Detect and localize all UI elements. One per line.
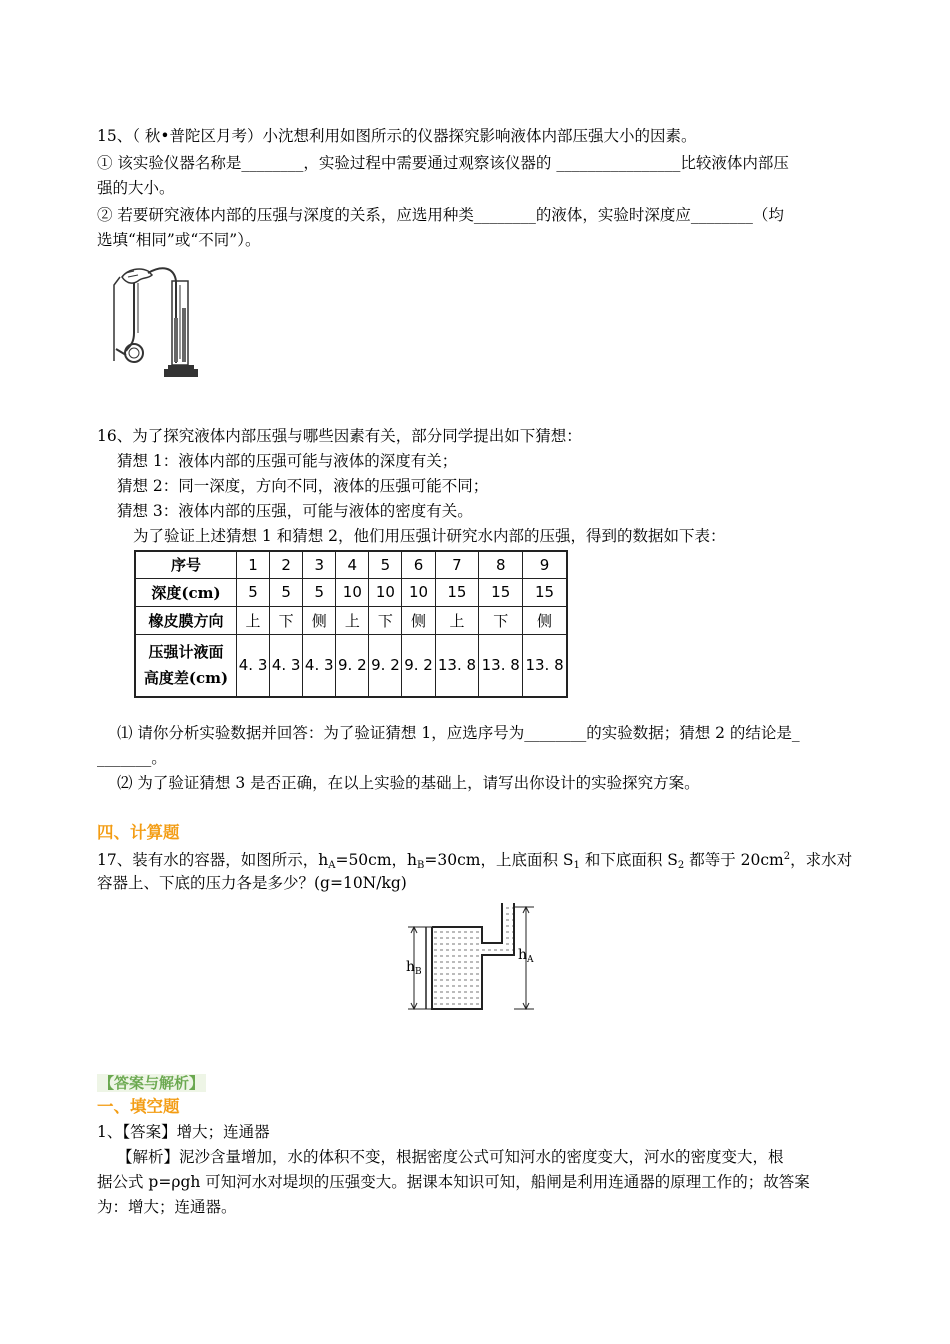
table-cell: 6: [402, 551, 435, 578]
q17-sub-b: B: [417, 860, 425, 871]
table-cell: 13. 8: [523, 634, 567, 697]
answer-header-text: 【答案与解析】: [99, 1074, 205, 1092]
q15-line3: 强的大小。: [97, 179, 175, 197]
label-hA: $h_A$: [518, 947, 534, 965]
q16-guess3: 猜想 3：液体内部的压强，可能与液体的密度有关。: [117, 502, 473, 520]
table-cell: 8: [479, 551, 523, 578]
q17-sup-2: 2: [783, 851, 791, 862]
table-cell: 4. 3: [303, 634, 336, 697]
pressure-gauge-figure: [112, 263, 202, 381]
table-cell: 3: [303, 551, 336, 578]
answer1-line1: 1、【答案】增大；连通器: [97, 1123, 270, 1141]
table-cell: 15: [479, 578, 523, 606]
table-cell: 9. 2: [336, 634, 369, 697]
table-cell: 15: [435, 578, 479, 606]
q15-line5: 选填“相同”或“不同”）。: [97, 231, 261, 249]
q17-text: =50cm，h: [335, 851, 418, 869]
table-cell: 下: [270, 606, 303, 634]
table-cell: 4. 3: [237, 634, 270, 697]
q16-sub2: ⑵ 为了验证猜想 3 是否正确，在以上实验的基础上，请写出你设计的实验探究方案。: [117, 774, 700, 792]
table-cell: 5: [270, 578, 303, 606]
table-cell: 9: [523, 551, 567, 578]
table-cell: 1: [237, 551, 270, 578]
table-cell: 10: [336, 578, 369, 606]
table-cell: 4: [336, 551, 369, 578]
table-header-height-diff: [135, 634, 237, 697]
table-cell: 7: [435, 551, 479, 578]
table-cell: 13. 8: [435, 634, 479, 697]
answer-header: [97, 1073, 206, 1093]
table-header-depth: 深度(cm): [135, 578, 237, 606]
q17-text: =30cm，上底面积 S: [424, 851, 574, 869]
answer1-line3: 据公式 p=ρgh 可知河水对堤坝的压强变大。据课本知识可知，船闸是利用连通器的原理工作的；故答案: [97, 1173, 810, 1191]
table-row: [135, 551, 567, 578]
table-cell: 10: [369, 578, 402, 606]
data-table: [134, 550, 568, 698]
table-cell: 13. 8: [479, 634, 523, 697]
table-cell: 4. 3: [270, 634, 303, 697]
table-cell: 上: [435, 606, 479, 634]
table-cell: 2: [270, 551, 303, 578]
q17-sub-a: A: [328, 860, 336, 871]
table-cell: 侧: [402, 606, 435, 634]
q16-sub1-a: ⑴ 请你分析实验数据并回答：为了验证猜想 1，应选序号为________的实验数据；猜想 2 的结论是_: [117, 724, 800, 742]
table-cell: 15: [523, 578, 567, 606]
table-cell: 9. 2: [402, 634, 435, 697]
table-row: [135, 634, 567, 697]
table-header-direction: 橡皮膜方向: [135, 606, 237, 634]
table-cell: 下: [369, 606, 402, 634]
q16-line1: 16、为了探究液体内部压强与哪些因素有关，部分同学提出如下猜想：: [97, 427, 582, 445]
q17-sub-2: 2: [677, 860, 685, 871]
q16-guess1: 猜想 1：液体内部的压强可能与液体的深度有关；: [117, 452, 458, 470]
table-header-number: 序号: [135, 551, 237, 578]
q15-line1: 15、（ 秋•普陀区月考）小沈想利用如图所示的仪器探究影响液体内部压强大小的因素。: [97, 127, 697, 145]
table-cell: 上: [237, 606, 270, 634]
q15-line2: ① 该实验仪器名称是________，实验过程中需要通过观察该仪器的 ________________比较液体内部压: [97, 154, 789, 172]
q17-line2: 容器上、下底的压力各是多少？(g=10N/kg): [97, 874, 407, 892]
q17-text: 都等于 20cm: [684, 851, 784, 869]
table-cell: 10: [402, 578, 435, 606]
q17-text: 17、装有水的容器，如图所示，h: [97, 851, 329, 869]
table-cell: 上: [336, 606, 369, 634]
table-cell: 5: [369, 551, 402, 578]
table-cell: 5: [237, 578, 270, 606]
section-heading-fill: 一、填空题: [97, 1097, 180, 1116]
q16-sub1-b: _______。: [97, 749, 167, 767]
table-cell: 下: [479, 606, 523, 634]
answer1-line2: 【解析】泥沙含量增加，水的体积不变，根据密度公式可知河水的密度变大，河水的密度变大，根: [117, 1148, 784, 1166]
table-cell: 侧: [523, 606, 567, 634]
q17-text: 和下底面积 S: [579, 851, 678, 869]
section-heading-calculation: 四、计算题: [97, 823, 180, 842]
label-hB: $h_B$: [406, 959, 422, 977]
table-header-height-diff-line1: 压强计液面: [148, 643, 224, 662]
table-header-height-diff-line2: 高度差(cm): [143, 669, 229, 688]
table-row: [135, 606, 567, 634]
answer1-line4: 为：增大；连通器。: [97, 1198, 237, 1216]
q17-line1: [97, 847, 852, 876]
q15-line4: ② 若要研究液体内部的压强与深度的关系，应选用种类________的液体，实验时深度应________（均: [97, 206, 784, 224]
table-row: [135, 578, 567, 606]
table-cell: 侧: [303, 606, 336, 634]
q16-guess2: 猜想 2：同一深度，方向不同，液体的压强可能不同；: [117, 477, 489, 495]
q17-text: ，求水对: [790, 851, 853, 869]
q16-intro: 为了验证上述猜想 1 和猜想 2，他们用压强计研究水内部的压强，得到的数据如下表：: [133, 527, 726, 545]
table-cell: 5: [303, 578, 336, 606]
container-figure: [404, 893, 540, 1015]
q17-sub-1: 1: [573, 860, 580, 871]
table-cell: 9. 2: [369, 634, 402, 697]
